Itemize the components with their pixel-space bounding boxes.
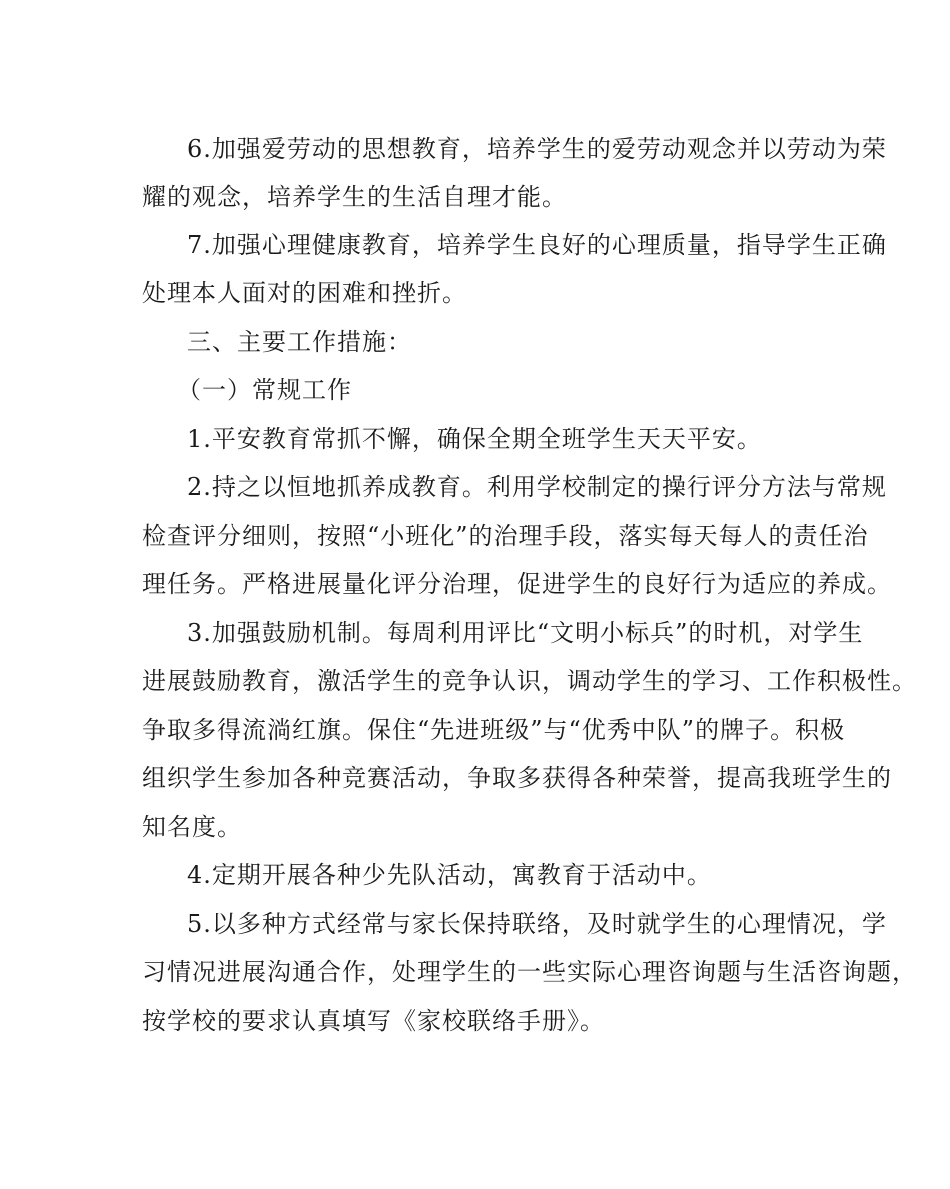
section-heading: 三、主要工作措施：: [187, 328, 412, 356]
text-line-18: 习情况进展沟通合作，处理学生的一些实际心理咨询题与生活咨询题，: [142, 958, 917, 986]
text-line-17: 5.以多种方式经常与家长保持联络，及时就学生的心理情况，学: [187, 910, 887, 938]
text-line-1: 6.加强爱劳动的思想教育，培养学生的爱劳动观念并以劳动为荣: [187, 135, 887, 163]
subsection-heading: （一）常规工作: [177, 376, 352, 404]
text-line-16: 4.定期开展各种少先队活动，寓教育于活动中。: [187, 861, 712, 889]
text-line-13: 争取多得流淌红旗。保住“先进班级”与“优秀中队”的牌子。积极: [142, 716, 846, 744]
text-line-4: 处理本人面对的困难和挫折。: [142, 279, 467, 307]
text-line-12: 进展鼓励教育，激活学生的竞争认识，调动学生的学习、工作积极性。: [142, 667, 917, 695]
text-line-2: 耀的观念，培养学生的生活自理才能。: [142, 183, 567, 211]
text-line-19: 按学校的要求认真填写《家校联络手册》。: [142, 1007, 605, 1035]
text-line-8: 2.持之以恒地抓养成教育。利用学校制定的操行评分方法与常规: [187, 473, 887, 501]
text-line-10: 理任务。严格进展量化评分治理，促进学生的良好行为适应的养成。: [142, 570, 892, 598]
text-line-9: 检查评分细则，按照“小班化”的治理手段，落实每天每人的责任治: [142, 522, 869, 550]
text-line-14: 组织学生参加各种竞赛活动，争取多获得各种荣誉，提高我班学生的: [142, 764, 892, 792]
text-line-15: 知名度。: [142, 813, 242, 841]
text-line-11: 3.加强鼓励机制。每周利用评比“文明小标兵”的时机，对学生: [187, 619, 864, 647]
text-line-3: 7.加强心理健康教育，培养学生良好的心理质量，指导学生正确: [187, 231, 887, 259]
text-line-7: 1.平安教育常抓不懈，确保全期全班学生天天平安。: [187, 425, 762, 453]
